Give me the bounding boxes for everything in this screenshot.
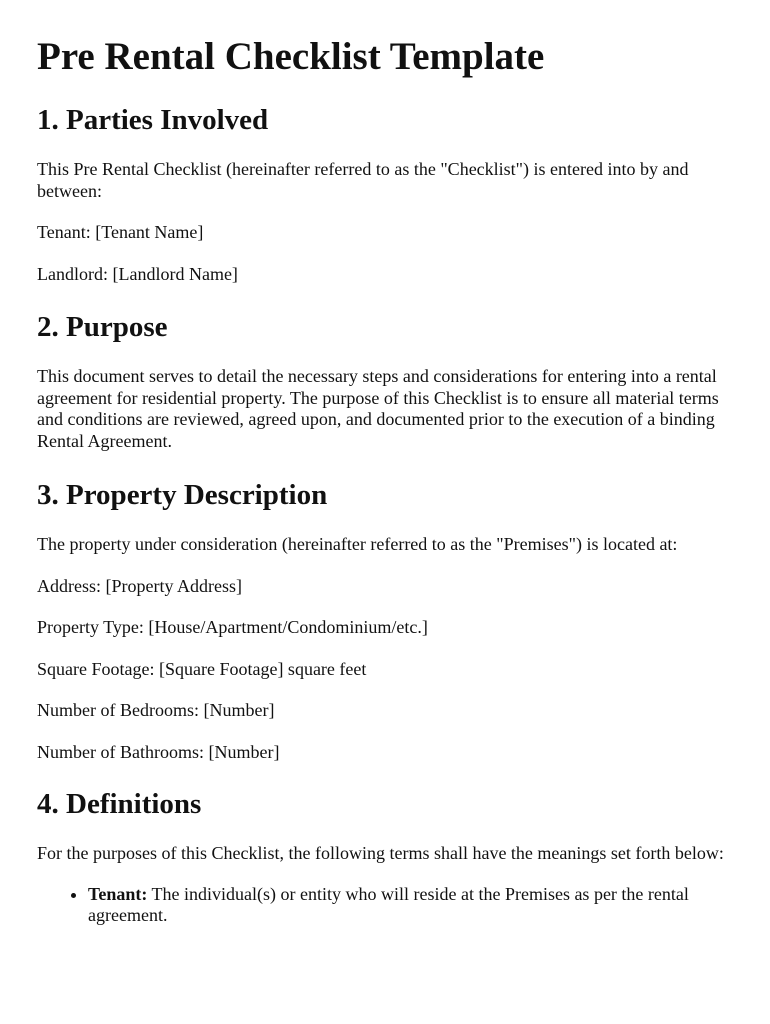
section-heading-parties: 1. Parties Involved bbox=[37, 104, 269, 136]
purpose-body: This document serves to detail the necessary steps and considerations for entering into a rental agreement for residential property. The purpose of this Checklist is to ensure all material terms and conditions are reviewed, agreed upon, and documented prior to the execution of a binding Rental Agreement. bbox=[37, 366, 719, 451]
tenant-line: Tenant: [Tenant Name] bbox=[37, 222, 204, 242]
definition-text: The individual(s) or entity who will reside at the Premises as per the rental agreement. bbox=[88, 883, 689, 925]
definitions-list bbox=[37, 884, 726, 927]
bedrooms-line: Number of Bedrooms: [Number] bbox=[37, 700, 275, 720]
landlord-line: Landlord: [Landlord Name] bbox=[37, 263, 238, 284]
bathrooms-line: Number of Bathrooms: [Number] bbox=[37, 741, 280, 762]
square-footage-line: Square Footage: [Square Footage] square feet bbox=[37, 658, 367, 679]
property-intro: The property under consideration (hereinafter referred to as the "Premises") is located at: bbox=[37, 534, 678, 554]
parties-intro: This Pre Rental Checklist (hereinafter referred to as the "Checklist") is entered into by and between: bbox=[37, 159, 689, 201]
section-heading-property: 3. Property Description bbox=[37, 479, 328, 511]
definitions-intro: For the purposes of this Checklist, the following terms shall have the meanings set forth below: bbox=[37, 843, 724, 863]
definition-term: Tenant: bbox=[88, 883, 148, 904]
property-type-line: Property Type: [House/Apartment/Condominium/etc.] bbox=[37, 617, 428, 637]
section-heading-definitions: 4. Definitions bbox=[37, 788, 202, 820]
property-address-line: Address: [Property Address] bbox=[37, 575, 242, 596]
definition-item bbox=[88, 884, 726, 927]
section-heading-purpose: 2. Purpose bbox=[37, 311, 168, 343]
document-title: Pre Rental Checklist Template bbox=[37, 35, 545, 78]
